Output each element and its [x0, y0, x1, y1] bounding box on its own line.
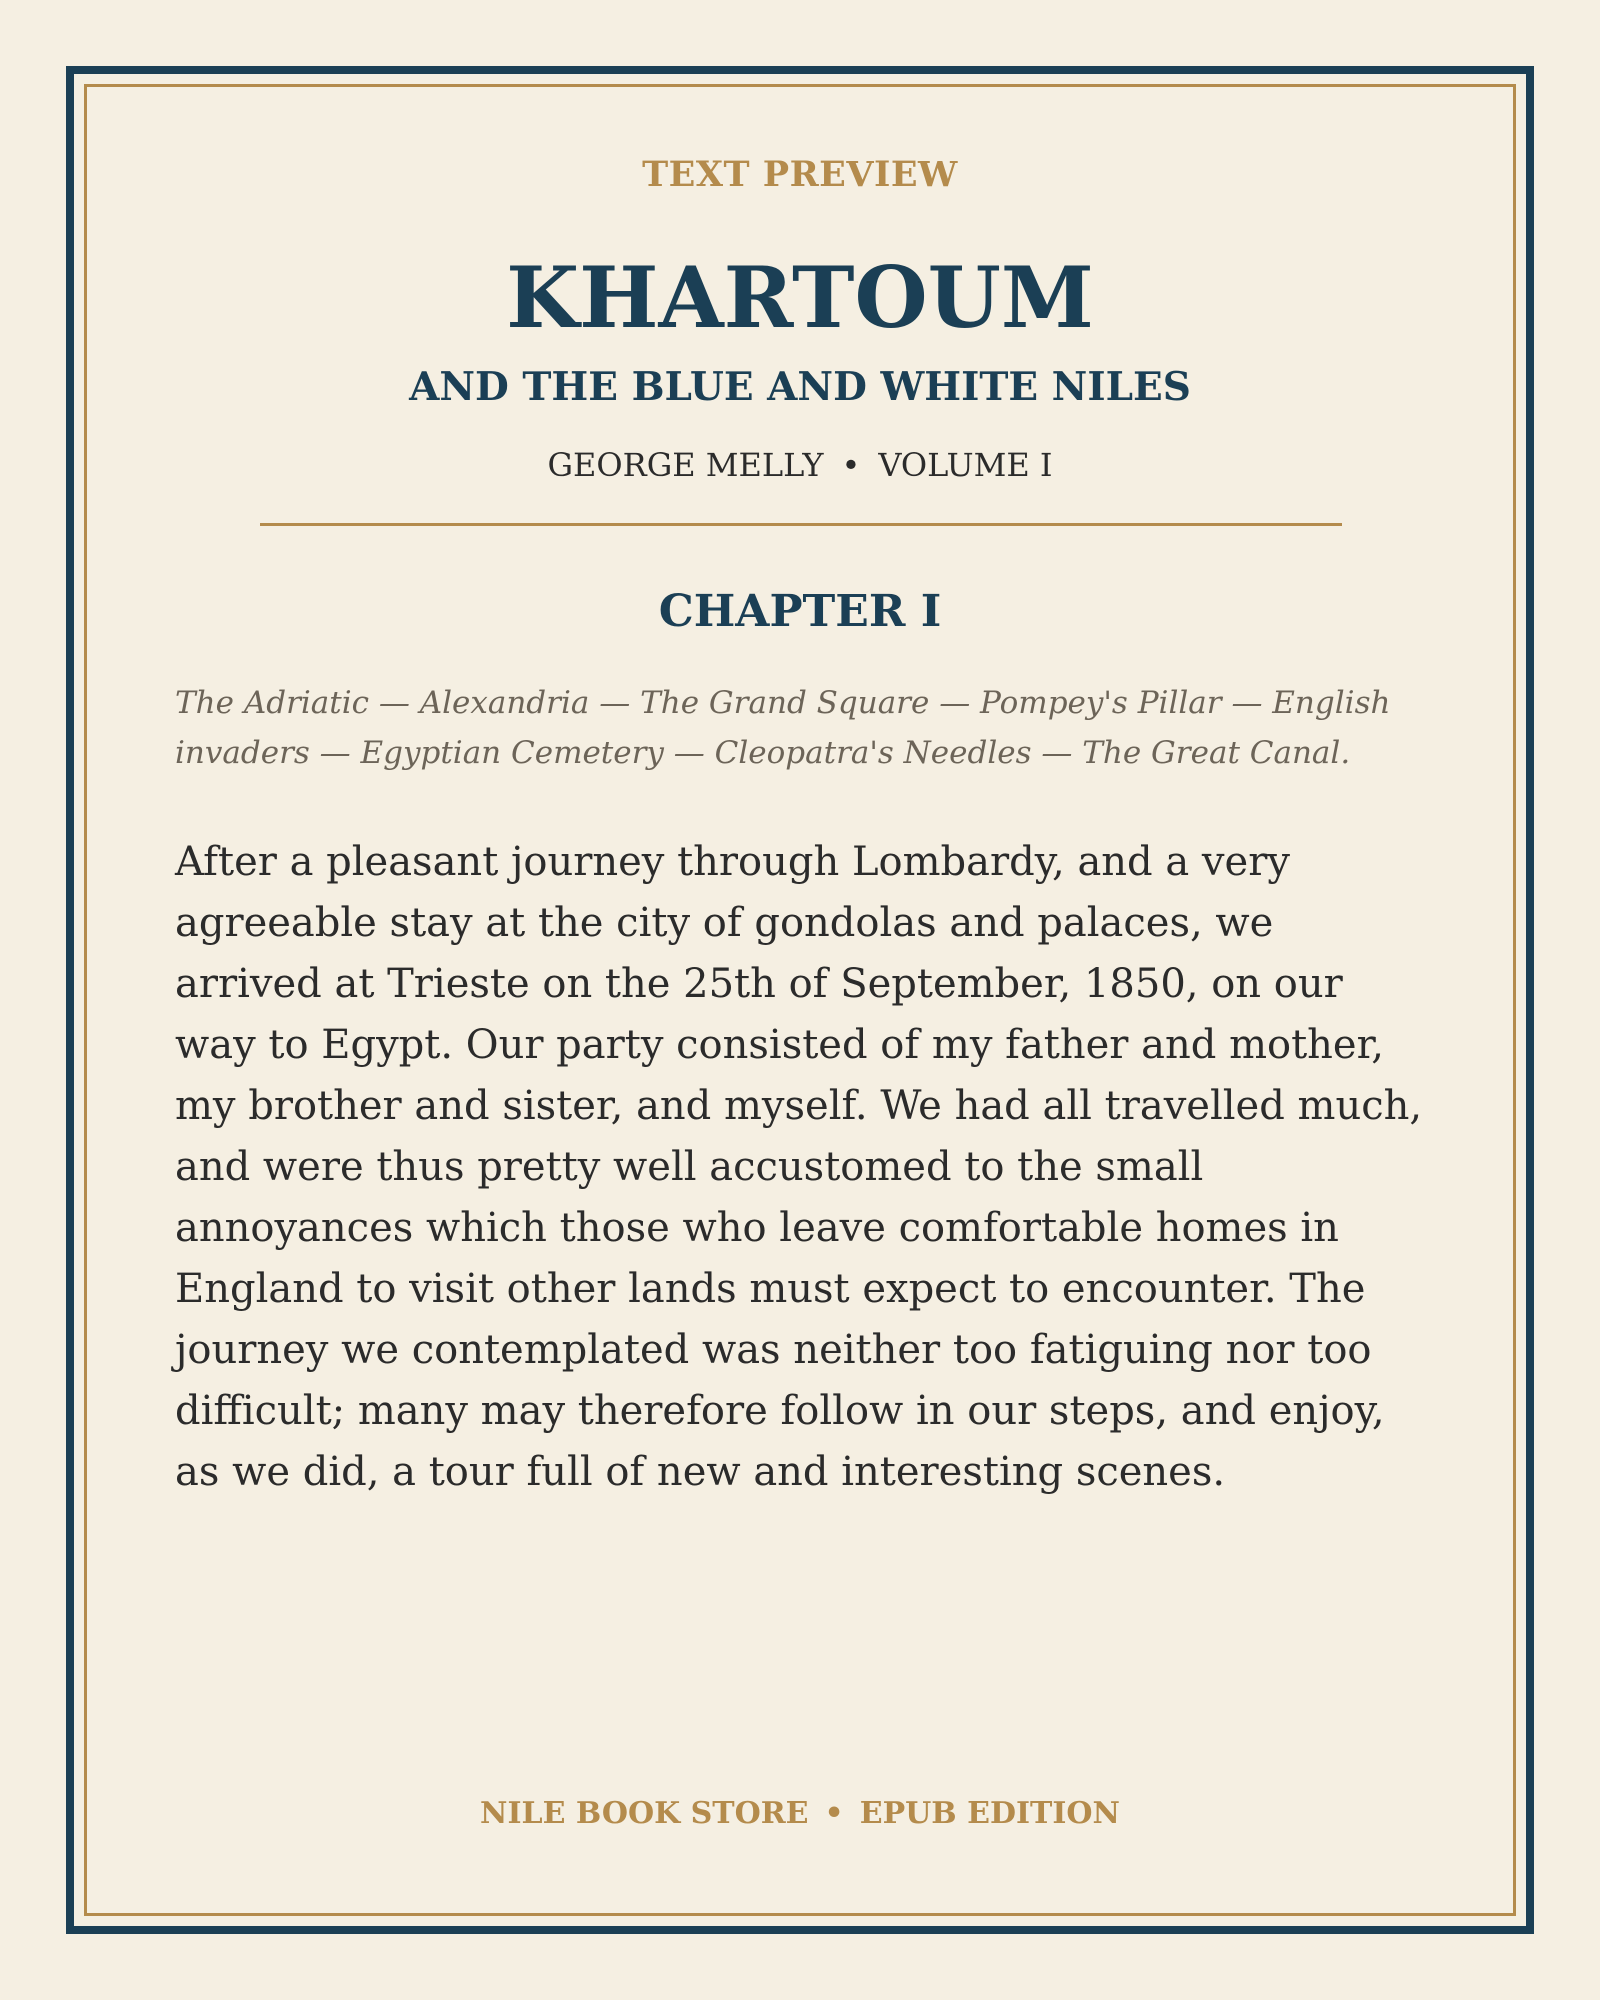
edition-label: EPUB EDITION: [859, 1796, 1120, 1831]
chapter-heading: CHAPTER I: [658, 586, 942, 637]
divider: [260, 523, 1342, 526]
footer-separator: •: [824, 1796, 844, 1831]
book-subtitle: AND THE BLUE AND WHITE NILES: [409, 364, 1191, 410]
book-title: KHARTOUM: [506, 248, 1094, 347]
author-name: GEORGE MELLY: [547, 446, 824, 484]
store-name: NILE BOOK STORE: [480, 1796, 809, 1831]
chapter-body: After a pleasant journey through Lombardy, and a very agreeable stay at the city of gondolas and palaces, we arrived at Trieste on the 25th of September, 1850, on our way to Egypt. Our party consisted of my father and mother, my brother and sister, and myself. We had all travelled much, and were thus pretty well accustomed to the small annoyances which those who leave comfortable homes in England to visit other lands must expect to encounter. The journey we contemplated was neither too fatiguing nor too difficult; many may therefore follow in our steps, and enjoy, as we did, a tour full of new and interesting scenes.: [175, 839, 1423, 1495]
byline-separator: •: [841, 446, 861, 484]
chapter-summary: The Adriatic — Alexandria — The Grand Square — Pompey's Pillar — English invaders — Egyptian Cemetery — Cleopatra's Needles — The Great Canal.: [175, 685, 1391, 771]
byline: [0, 446, 1600, 484]
volume-label: VOLUME I: [878, 446, 1053, 484]
footer: [0, 1796, 1600, 1831]
preview-label: TEXT PREVIEW: [642, 154, 958, 195]
